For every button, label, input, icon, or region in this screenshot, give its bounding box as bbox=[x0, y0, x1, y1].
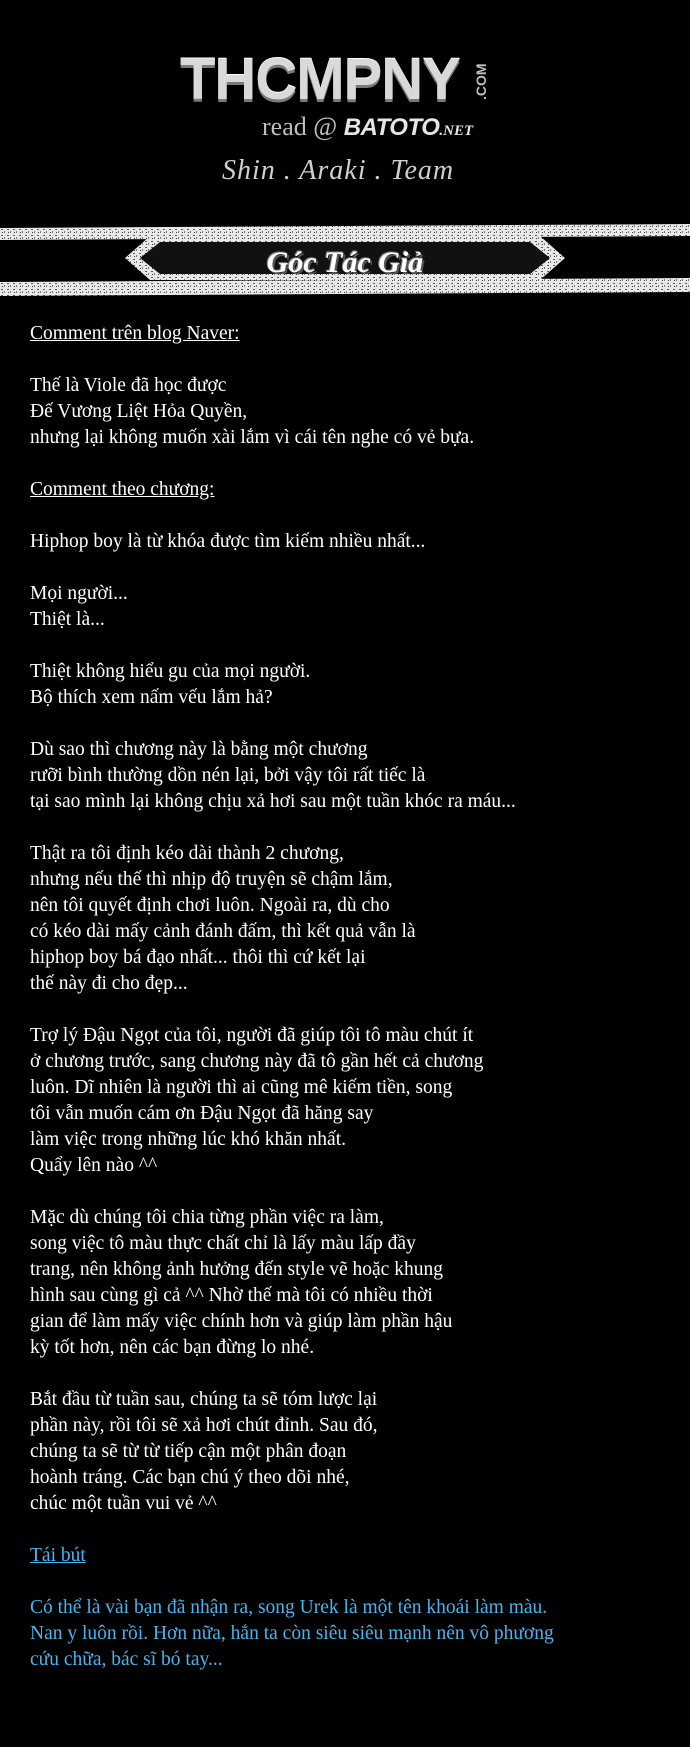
postscript-heading: Tái bút bbox=[30, 1545, 86, 1566]
paragraph: Hiphop boy là từ khóa được tìm kiếm nhiều nhất... bbox=[30, 531, 426, 552]
scanlator-logo-tld: .COM bbox=[473, 63, 489, 100]
paragraph: Thật ra tôi định kéo dài thành 2 chương, nhưng nếu thế thì nhịp độ truyện sẽ chậm lắm, nên tôi quyết định chơi luôn. Ngoài ra, dù cho có kéo dài mấy cảnh đánh đấm, thì kết quả vẫn là hiphop boy bá đạo nhất... thôi thì cứ kết lại thế này đi cho đẹp... bbox=[30, 843, 416, 994]
author-corner-banner bbox=[0, 222, 690, 300]
paragraph: Bắt đầu từ tuần sau, chúng ta sẽ tóm lược lại phần này, rồi tôi sẽ xả hơi chút đỉnh. Sau đó, chúng ta sẽ từ từ tiếp cận một phân đoạn hoành tráng. Các bạn chú ý theo dõi nhé, chúc một tuần vui vẻ ^^ bbox=[30, 1389, 378, 1514]
host-logo-tld: .NET bbox=[439, 123, 474, 139]
paragraph: Mọi người... Thiệt là... bbox=[30, 583, 128, 630]
paragraph: Trợ lý Đậu Ngọt của tôi, người đã giúp tôi tô màu chút ít ở chương trước, sang chương này đã tô gần hết cả chương luôn. Dĩ nhiên là người thì ai cũng mê kiếm tiền, song tôi vẫn muốn cám ơn Đậu Ngọt đã hăng say làm việc trong những lúc khó khăn nhất. Quẩy lên nào ^^ bbox=[30, 1025, 484, 1176]
naver-comment-text: Thế là Viole đã học được Đế Vương Liệt Hỏa Quyền, nhưng lại không muốn xài lắm vì cái tên nghe có vẻ bựa. bbox=[30, 375, 475, 448]
author-notes bbox=[30, 321, 670, 1699]
chapter-comment-heading: Comment theo chương: bbox=[30, 479, 215, 500]
team-credit: Shin . Araki . Team bbox=[222, 155, 455, 186]
paragraph: Mặc dù chúng tôi chia từng phần việc ra làm, song việc tô màu thực chất chỉ là lấy màu lấp đầy trang, nên không ảnh hưởng đến style vẽ hoặc khung hình sau cùng gì cả ^^ Nhờ thế mà tôi có nhiều thời gian để làm mấy việc chính hơn và giúp làm phần hậu kỳ tốt hơn, nên các bạn đừng lo nhé. bbox=[30, 1207, 453, 1358]
paragraph: Dù sao thì chương này là bằng một chương rưỡi bình thường dồn nén lại, bởi vậy tôi rất tiếc là tại sao mình lại không chịu xả hơi sau một tuần khóc ra máu... bbox=[30, 739, 516, 812]
postscript-text: Có thể là vài bạn đã nhận ra, song Urek là một tên khoái làm màu. Nan y luôn rồi. Hơn nữa, hắn ta còn siêu siêu mạnh nên vô phương cứu chữa, bác sĩ bó tay... bbox=[30, 1597, 554, 1670]
scanlator-logo: THCMPNY bbox=[180, 47, 460, 112]
paragraph: Thiệt không hiểu gu của mọi người. Bộ thích xem nấm vếu lắm hả? bbox=[30, 661, 311, 708]
read-at-credit bbox=[262, 112, 473, 146]
host-logo: BATOTO bbox=[343, 114, 440, 141]
banner-title: Góc Tác Giả bbox=[266, 246, 424, 279]
naver-comment-heading: Comment trên blog Naver: bbox=[30, 323, 240, 344]
read-at-label: read @ bbox=[262, 112, 338, 141]
